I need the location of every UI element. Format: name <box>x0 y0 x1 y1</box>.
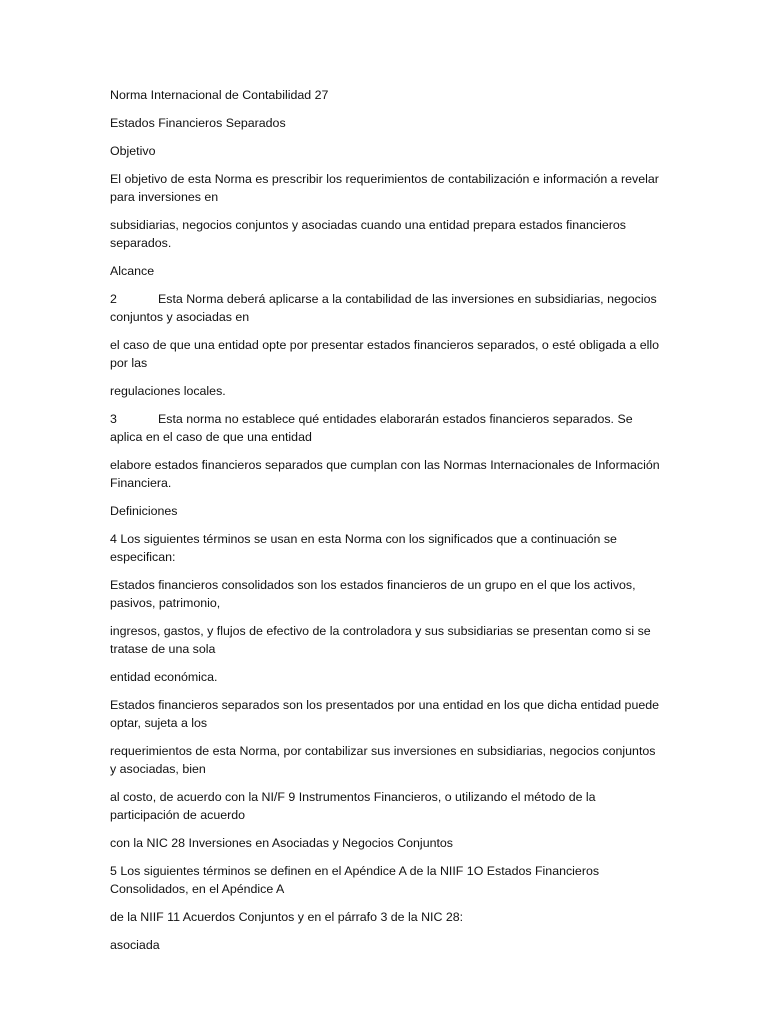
paragraph: el caso de que una entidad opte por presentar estados financieros separados, o esté obligada a ello por las <box>110 338 660 370</box>
paragraph: al costo, de acuerdo con la NI/F 9 Instrumentos Financieros, o utilizando el método de la participación de acuerdo <box>110 790 596 822</box>
section-heading-alcance: Alcance <box>110 264 155 278</box>
paragraph: Estados financieros consolidados son los estados financieros de un grupo en el que los activos, pasivos, patrimonio, <box>110 578 636 610</box>
document-subtitle: Estados Financieros Separados <box>110 116 286 130</box>
paragraph-number: 3 <box>110 412 117 426</box>
paragraph: entidad económica. <box>110 670 218 684</box>
paragraph: regulaciones locales. <box>110 384 226 398</box>
paragraph-number: 2 <box>110 292 117 306</box>
paragraph: de la NIIF 11 Acuerdos Conjuntos y en el párrafo 3 de la NIC 28: <box>110 910 464 924</box>
paragraph: requerimientos de esta Norma, por contabilizar sus inversiones en subsidiarias, negocios conjuntos y asociadas, bien <box>110 744 656 776</box>
section-heading-objetivo: Objetivo <box>110 144 156 158</box>
term-heading: asociada <box>110 938 160 952</box>
section-heading-definiciones: Definiciones <box>110 504 178 518</box>
paragraph: Estados financieros separados son los presentados por una entidad en los que dicha entidad puede optar, sujeta a los <box>110 698 660 730</box>
paragraph: El objetivo de esta Norma es prescribir los requerimientos de contabilización e información a revelar para inversiones en <box>110 172 659 204</box>
paragraph: subsidiarias, negocios conjuntos y asociadas cuando una entidad prepara estados financieros separados. <box>110 218 626 250</box>
paragraph: 5 Los siguientes términos se definen en el Apéndice A de la NIIF 1O Estados Financieros Consolidados, en el Apéndice A <box>110 864 600 896</box>
paragraph: ingresos, gastos, y flujos de efectivo de la controladora y sus subsidiarias se presentan como si se tratase de una sola <box>110 624 651 656</box>
paragraph-text: Esta Norma deberá aplicarse a la contabilidad de las inversiones en subsidiarias, negocios conjuntos y asociadas en <box>110 292 657 324</box>
paragraph: elabore estados financieros separados que cumplan con las Normas Internacionales de Información Financiera. <box>110 458 660 490</box>
numbered-paragraph <box>110 410 662 446</box>
numbered-paragraph <box>110 290 662 326</box>
paragraph: 4 Los siguientes términos se usan en esta Norma con los significados que a continuación se especifican: <box>110 532 617 564</box>
document-title: Norma Internacional de Contabilidad 27 <box>110 88 329 102</box>
paragraph: con la NIC 28 Inversiones en Asociadas y Negocios Conjuntos <box>110 836 453 850</box>
paragraph-text: Esta norma no establece qué entidades elaborarán estados financieros separados. Se aplica en el caso de que una entidad <box>110 412 633 444</box>
document-page <box>110 86 662 964</box>
